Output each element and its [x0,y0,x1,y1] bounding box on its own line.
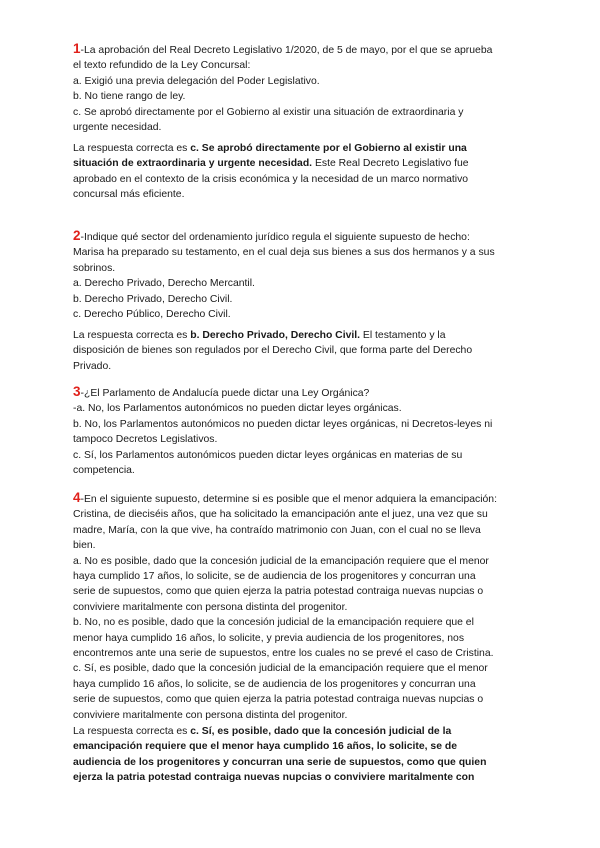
option-c-cont: serie de supuestos, como que quien ejerza la patria potestad contraiga nuevas nupcias o [73,694,484,706]
option-b-cont: menor haya cumplido 16 años, lo solicite, y previa audiencia de los progenitores, nos [73,632,465,644]
option-a-cont: conviviere maritalmente con persona distinta del progenitor. [73,601,348,613]
option-a: -a. No, los Parlamentos autonómicos no pueden dictar leyes orgánicas. [73,403,402,415]
option-c: c. Sí, es posible, dado que la concesión judicial de la emancipación requiere que el menor [73,663,488,675]
option-b: b. Derecho Privado, Derecho Civil. [73,293,233,305]
question-line: madre, María, con la que vive, ha contraído matrimonio con Juan, con el cual no se lleva [73,524,481,536]
question-number: 1 [73,41,81,56]
option-a: a. Exigió una previa delegación del Poder Legislativo. [73,75,320,87]
question-line: 3-¿El Parlamento de Andalucía puede dictar una Ley Orgánica? [73,384,370,399]
option-c: c. Se aprobó directamente por el Gobierno al existir una situación de extraordinaria y [73,106,464,118]
option-c: c. Derecho Público, Derecho Civil. [73,309,231,321]
option-a-cont: haya cumplido 17 años, lo solicite, se de audiencia de los progenitores y concurran una [73,571,476,583]
option-c-cont: conviviere maritalmente con persona distinta del progenitor. [73,709,348,721]
option-c: c. Sí, los Parlamentos autonómicos pueden dictar leyes orgánicas en materias de su [73,449,463,461]
answer-1: La respuesta correcta es c. Se aprobó directamente por el Gobierno al existir una situación de extraordinaria y urgente necesidad. Este Real Decreto Legislativo fue aprobado en el contexto de la crisis económica y la necesidad de un marco normativo concursal más eficiente. [73,143,469,201]
option-b: b. No, los Parlamentos autonómicos no pueden dictar leyes orgánicas, ni Decretos-leyes ni [73,418,493,430]
question-4 [73,490,535,723]
question-line: Cristina, de dieciséis años, que ha solicitado la emancipación ante el juez, una vez que su [73,509,488,521]
question-number: 3 [73,384,81,399]
option-a: a. Derecho Privado, Derecho Mercantil. [73,278,255,290]
option-c-cont: urgente necesidad. [73,122,162,134]
question-line: 4-En el siguiente supuesto, determine si es posible que el menor adquiera la emancipación: [73,490,497,505]
option-b-cont: encontremos ante una serie de supuestos, entre los cuales no se prevé el caso de Cristina. [73,648,494,660]
question-number: 2 [73,228,81,243]
question-2 [73,228,535,322]
option-a-cont: serie de supuestos, como que quien ejerza la patria potestad contraiga nuevas nupcias o [73,586,484,598]
question-line: bien. [73,540,96,552]
option-c-cont: competencia. [73,465,135,477]
question-line: sobrinos. [73,262,116,274]
option-a: a. No es posible, dado que la concesión judicial de la emancipación requiere que el menor [73,555,489,567]
question-number: 4 [73,490,81,505]
option-c-cont: haya cumplido 16 años, lo solicite, se de audiencia de los progenitores y concurran una [73,678,476,690]
option-b: b. No tiene rango de ley. [73,91,186,103]
question-line: Marisa ha preparado su testamento, en el cual deja sus bienes a sus dos hermanos y a sus [73,247,495,259]
question-line: el texto refundido de la Ley Concursal: [73,60,251,72]
option-b-cont: tampoco Decretos Legislativos. [73,434,218,446]
question-3 [73,384,535,478]
answer-2: La respuesta correcta es b. Derecho Privado, Derecho Civil. El testamento y la disposición de bienes son regulados por el Derecho Civil, que forma parte del Derecho Privado. [73,330,473,372]
option-b: b. No, no es posible, dado que la concesión judicial de la emancipación requiere que el [73,617,474,629]
answer-4: La respuesta correcta es c. Sí, es posible, dado que la concesión judicial de la emancipación requiere que el menor haya cumplido 16 años, lo solicite, se de audiencia de los progenitores y concurran una serie de supuestos, como que quien ejerza la patria potestad contraiga nuevas nupcias o conviviere maritalmente con [73,726,487,784]
question-line: 2-Indique qué sector del ordenamiento jurídico regula el siguiente supuesto de hecho: [73,228,470,243]
question-1 [73,41,535,135]
question-line: 1-La aprobación del Real Decreto Legislativo 1/2020, de 5 de mayo, por el que se aprueba [73,41,493,56]
